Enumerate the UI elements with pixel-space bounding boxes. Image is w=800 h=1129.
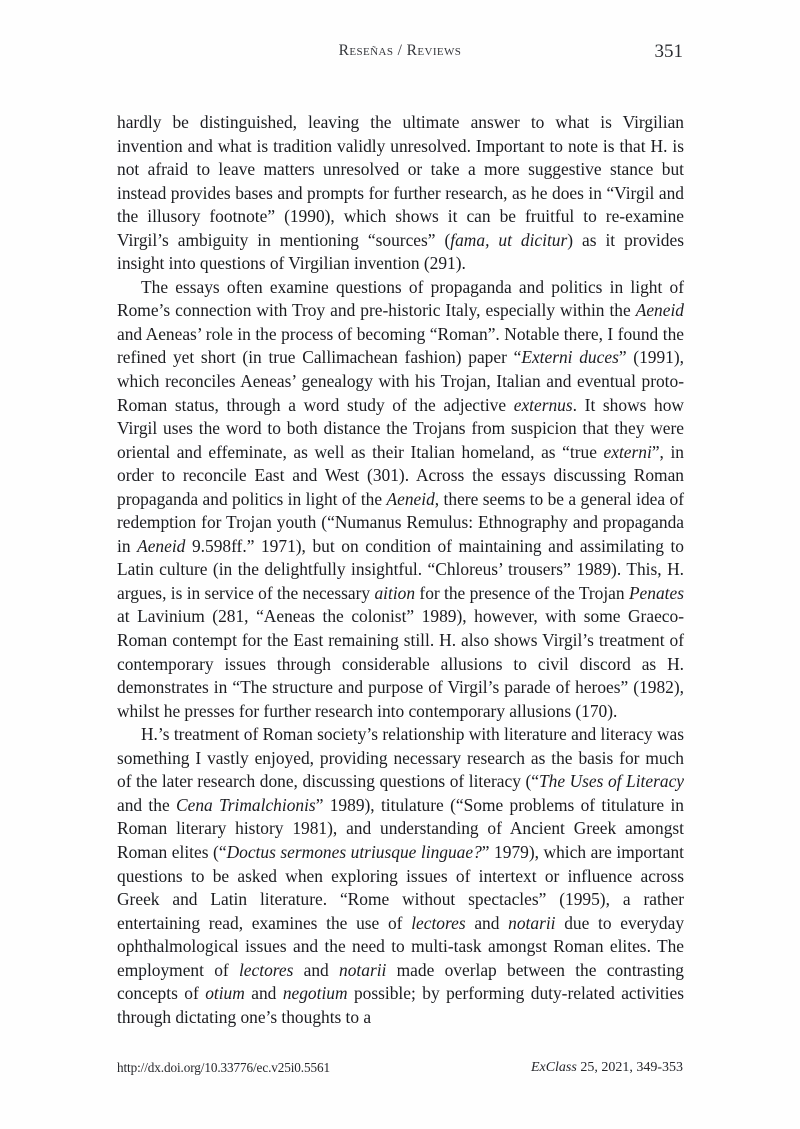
- paragraph-2-italic-2: Externi duces: [521, 347, 619, 368]
- paragraph-3-italic-5: notarii: [508, 912, 556, 933]
- paragraph-3-segment-7: and: [293, 959, 340, 980]
- paragraph-2-italic-1: Aeneid: [635, 300, 684, 321]
- paragraph-2-segment-6: , there seems to be a general idea of redemption for Trojan youth (“Numanus Remulus: Ethnography and propaganda in: [117, 488, 685, 556]
- paragraph-3-segment-1: H.’s treatment of Roman society’s relationship with literature and literacy was something I vastly enjoyed, providing necessary research as the basis for much of the later research done, discussing questions of literacy (“: [117, 724, 684, 792]
- paragraph-2-italic-3: externus: [513, 394, 573, 415]
- paragraph-1: [117, 111, 684, 276]
- paragraph-2-segment-1: The essays often examine questions of propaganda and politics in light of Rome’s connection with Troy and pre-historic Italy, especially within the: [117, 276, 684, 321]
- paragraph-3-segment-3: ” 1989), titulature (“Some problems of titulature in Roman literary history 1981), and understanding of Ancient Greek amongst Roman elites (“: [117, 794, 684, 862]
- paragraph-2-italic-4: externi: [603, 441, 652, 462]
- paragraph-2: [117, 276, 684, 723]
- journal-volume-pages: 25, 2021, 349-353: [576, 1060, 683, 1075]
- paragraph-3-segment-8: made overlap between the contrasting concepts of: [117, 959, 684, 1004]
- paragraph-3-segment-10: possible; by performing duty-related activities through dictating one’s thoughts to a: [117, 983, 684, 1027]
- paragraph-1-segment-2: ) as it provides insight into questions of Virgilian invention (291).: [117, 229, 684, 274]
- running-head: [117, 42, 683, 68]
- paragraph-1-italic-1: fama, ut dicitur: [450, 229, 568, 250]
- doi-link[interactable]: http://dx.doi.org/10.33776/ec.v25i0.5561: [117, 1060, 330, 1075]
- paragraph-3-italic-1: The Uses of Literacy: [538, 771, 685, 792]
- paragraph-2-segment-9: at Lavinium (281, “Aeneas the colonist” 1989), however, with some Graeco-Roman contempt for the East remaining still. H. also shows Virgil’s treatment of contemporary issues through considerable allusions to civil discord as H. demonstrates in “The structure and purpose of Virgil’s parade of heroes” (1982), whilst he presses for further research into contemporary allusions (170).: [117, 606, 684, 721]
- paragraph-3-italic-4: lectores: [411, 912, 466, 933]
- paragraph-2-segment-8: for the presence of the Trojan: [415, 582, 629, 603]
- paragraph-3-segment-2: and the: [117, 794, 177, 815]
- page-footer: [117, 1060, 683, 1084]
- journal-citation: [531, 1060, 683, 1076]
- paragraph-2-italic-7: aition: [374, 582, 416, 603]
- paragraph-3-italic-2: Cena Trimalchionis: [176, 794, 316, 815]
- paragraph-3-segment-6: due to everyday ophthalmological issues and the need to multi-task amongst Roman elites. The employment of: [117, 912, 685, 980]
- paragraph-2-italic-8: Penates: [628, 582, 684, 603]
- journal-name: ExClass: [530, 1060, 577, 1075]
- paragraph-1-segment-1: hardly be distinguished, leaving the ultimate answer to what is Virgilian invention and what is tradition validly unresolved. Important to note is that H. is not afraid to leave matters unresolved or take a more suggestive stance but instead provides bases and prompts for further research, as he does in “Virgil and the illusory footnote” (1990), which shows it can be fruitful to re-examine Virgil’s ambiguity in mentioning “sources” (: [117, 112, 684, 250]
- paragraph-2-italic-6: Aeneid: [137, 535, 186, 556]
- paragraph-3-italic-7: notarii: [339, 959, 387, 980]
- paragraph-2-segment-2: and Aeneas’ role in the process of becoming “Roman”. Notable there, I found the refined yet short (in true Callimachean fashion) paper “: [117, 323, 684, 368]
- paragraph-2-italic-5: Aeneid: [386, 488, 435, 509]
- paragraph-2-segment-5: ”, in order to reconcile East and West (301). Across the essays discussing Roman propaganda and politics in light of the: [117, 441, 685, 509]
- paragraph-2-segment-3: ” (1991), which reconciles Aeneas’ genealogy with his Trojan, Italian and eventual proto-Roman status, through a word study of the adjective: [117, 347, 684, 415]
- paragraph-3-italic-8: otium: [205, 983, 245, 1004]
- paragraph-3-segment-9: and: [244, 983, 283, 1004]
- body-text-block: [117, 111, 684, 1029]
- page-number: 351: [654, 41, 683, 62]
- paragraph-3-segment-4: ” 1979), which are important questions to be asked when exploring issues of intertext or influence across Greek and Latin literature. “Rome without spectacles” (1995), a rather entertaining read, examines the use of: [117, 841, 685, 933]
- paragraph-3-italic-6: lectores: [238, 959, 294, 980]
- paragraph-3: [117, 723, 684, 1029]
- paragraph-3-segment-5: and: [465, 912, 509, 933]
- paragraph-2-segment-7: 9.598ff.” 1971), but on condition of maintaining and assimilating to Latin culture (in the delightfully insightful. “Chloreus’ trousers” 1989). This, H. argues, is in service of the necessary: [117, 535, 684, 603]
- paragraph-3-italic-9: negotium: [282, 983, 348, 1004]
- running-head-title: Reseñas / Reviews: [338, 42, 462, 59]
- paragraph-2-segment-4: . It shows how Virgil uses the word to both distance the Trojans from suspicion that they were oriental and effeminate, as well as their Italian homeland, as “true: [117, 394, 684, 462]
- paragraph-3-italic-3: Doctus sermones utriusque linguae?: [226, 841, 482, 862]
